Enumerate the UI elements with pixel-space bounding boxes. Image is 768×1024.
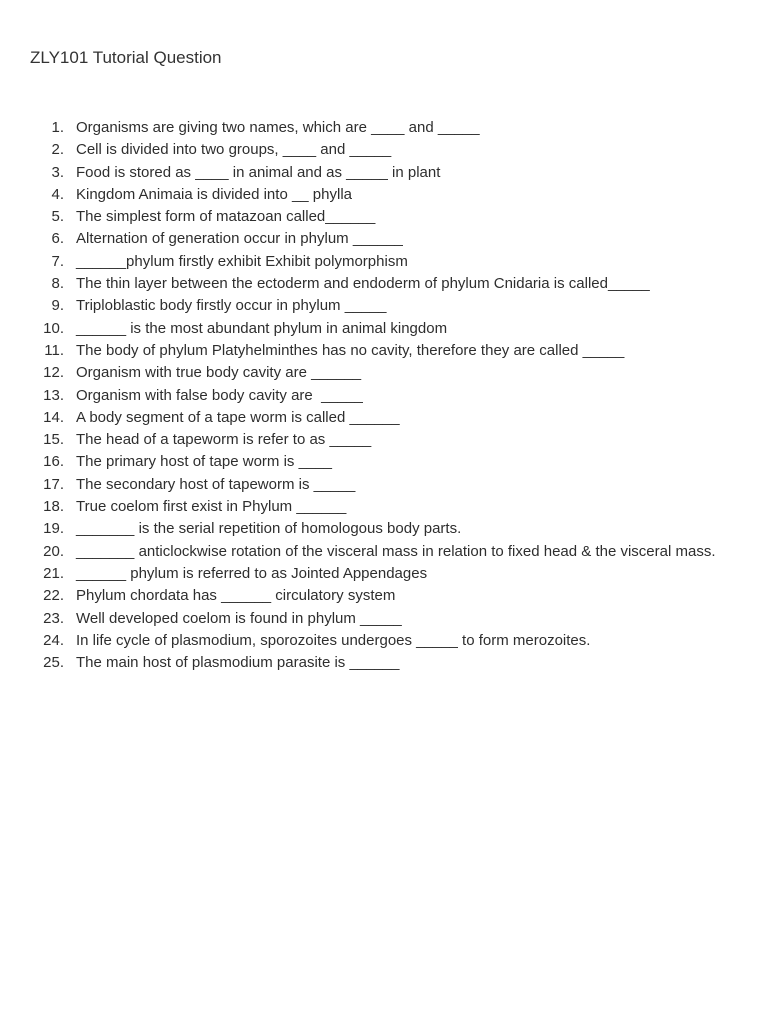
question-item <box>30 608 740 630</box>
question-text: Cell is divided into two groups, ____ and _____ <box>76 141 392 159</box>
question-number: 17. <box>43 475 64 493</box>
question-number: 25. <box>43 654 64 672</box>
question-text: In life cycle of plasmodium, sporozoites undergoes _____ to form merozoites. <box>76 631 591 649</box>
question-number: 10. <box>43 319 64 337</box>
question-item <box>30 206 740 228</box>
question-text: ______ phylum is referred to as Jointed Appendages <box>76 564 428 582</box>
question-number: 11. <box>44 341 64 359</box>
question-item <box>30 117 740 139</box>
question-item <box>30 251 740 273</box>
question-number: 14. <box>43 408 64 426</box>
question-text: The main host of plasmodium parasite is ______ <box>76 654 400 672</box>
question-item <box>30 385 740 407</box>
question-item <box>30 451 740 473</box>
question-text: ______phylum firstly exhibit Exhibit polymorphism <box>76 252 408 270</box>
question-text: Kingdom Animaia is divided into __ phylla <box>76 185 352 203</box>
question-text: The primary host of tape worm is ____ <box>76 453 332 471</box>
question-text: The simplest form of matazoan called______ <box>76 208 376 226</box>
question-number: 12. <box>43 364 64 382</box>
question-text: Organism with false body cavity are _____ <box>76 386 363 404</box>
question-number: 13. <box>43 386 64 404</box>
question-item <box>30 541 740 563</box>
question-text: Alternation of generation occur in phylum ______ <box>76 230 403 248</box>
question-number: 24. <box>43 631 64 649</box>
question-item <box>30 162 740 184</box>
question-number: 19. <box>43 520 64 538</box>
page-title: ZLY101 Tutorial Question <box>30 48 222 67</box>
question-item <box>30 518 740 540</box>
question-text: Organism with true body cavity are ______ <box>76 364 362 382</box>
question-number: 8. <box>51 275 64 293</box>
question-text: The thin layer between the ectoderm and endoderm of phylum Cnidaria is called_____ <box>76 275 650 293</box>
question-number: 18. <box>43 498 64 516</box>
question-text: Organisms are giving two names, which are ____ and _____ <box>76 119 480 136</box>
question-item <box>30 407 740 429</box>
question-item <box>30 563 740 585</box>
question-item <box>30 474 740 496</box>
question-text: Triploblastic body firstly occur in phylum _____ <box>76 297 387 315</box>
question-text: True coelom first exist in Phylum ______ <box>76 498 347 516</box>
question-item <box>30 496 740 518</box>
question-item <box>30 273 740 295</box>
question-text: A body segment of a tape worm is called ______ <box>76 408 400 426</box>
question-list <box>30 117 740 674</box>
question-text: Well developed coelom is found in phylum _____ <box>76 609 402 627</box>
question-number: 4. <box>51 185 64 203</box>
question-number: 6. <box>51 230 64 248</box>
question-item <box>30 652 740 674</box>
question-text: _______ is the serial repetition of homologous body parts. <box>76 520 462 538</box>
question-number: 15. <box>43 431 64 449</box>
question-number: 9. <box>51 297 64 315</box>
question-text: Food is stored as ____ in animal and as _____ in plant <box>76 163 441 181</box>
question-text: ______ is the most abundant phylum in animal kingdom <box>76 319 448 337</box>
question-number: 23. <box>43 609 64 627</box>
question-item <box>30 318 740 340</box>
question-item <box>30 585 740 607</box>
question-item <box>30 429 740 451</box>
question-number: 7. <box>51 252 64 270</box>
question-number: 5. <box>51 208 64 226</box>
question-item <box>30 228 740 250</box>
question-item <box>30 295 740 317</box>
question-item <box>30 362 740 384</box>
question-item <box>30 139 740 161</box>
question-item <box>30 630 740 652</box>
question-text: The secondary host of tapeworm is _____ <box>76 475 356 493</box>
question-number: 1. <box>51 119 64 136</box>
question-item <box>30 184 740 206</box>
question-text: _______ anticlockwise rotation of the visceral mass in relation to fixed head & the visceral mass. <box>76 542 716 560</box>
question-number: 2. <box>51 141 64 159</box>
question-number: 3. <box>51 163 64 181</box>
question-text: Phylum chordata has ______ circulatory system <box>76 587 396 605</box>
question-number: 22. <box>43 587 64 605</box>
question-text: The body of phylum Platyhelminthes has no cavity, therefore they are called _____ <box>76 341 625 359</box>
question-number: 16. <box>43 453 64 471</box>
question-item <box>30 340 740 362</box>
question-number: 21. <box>43 564 64 582</box>
question-text: The head of a tapeworm is refer to as _____ <box>76 431 372 449</box>
question-number: 20. <box>43 542 64 560</box>
